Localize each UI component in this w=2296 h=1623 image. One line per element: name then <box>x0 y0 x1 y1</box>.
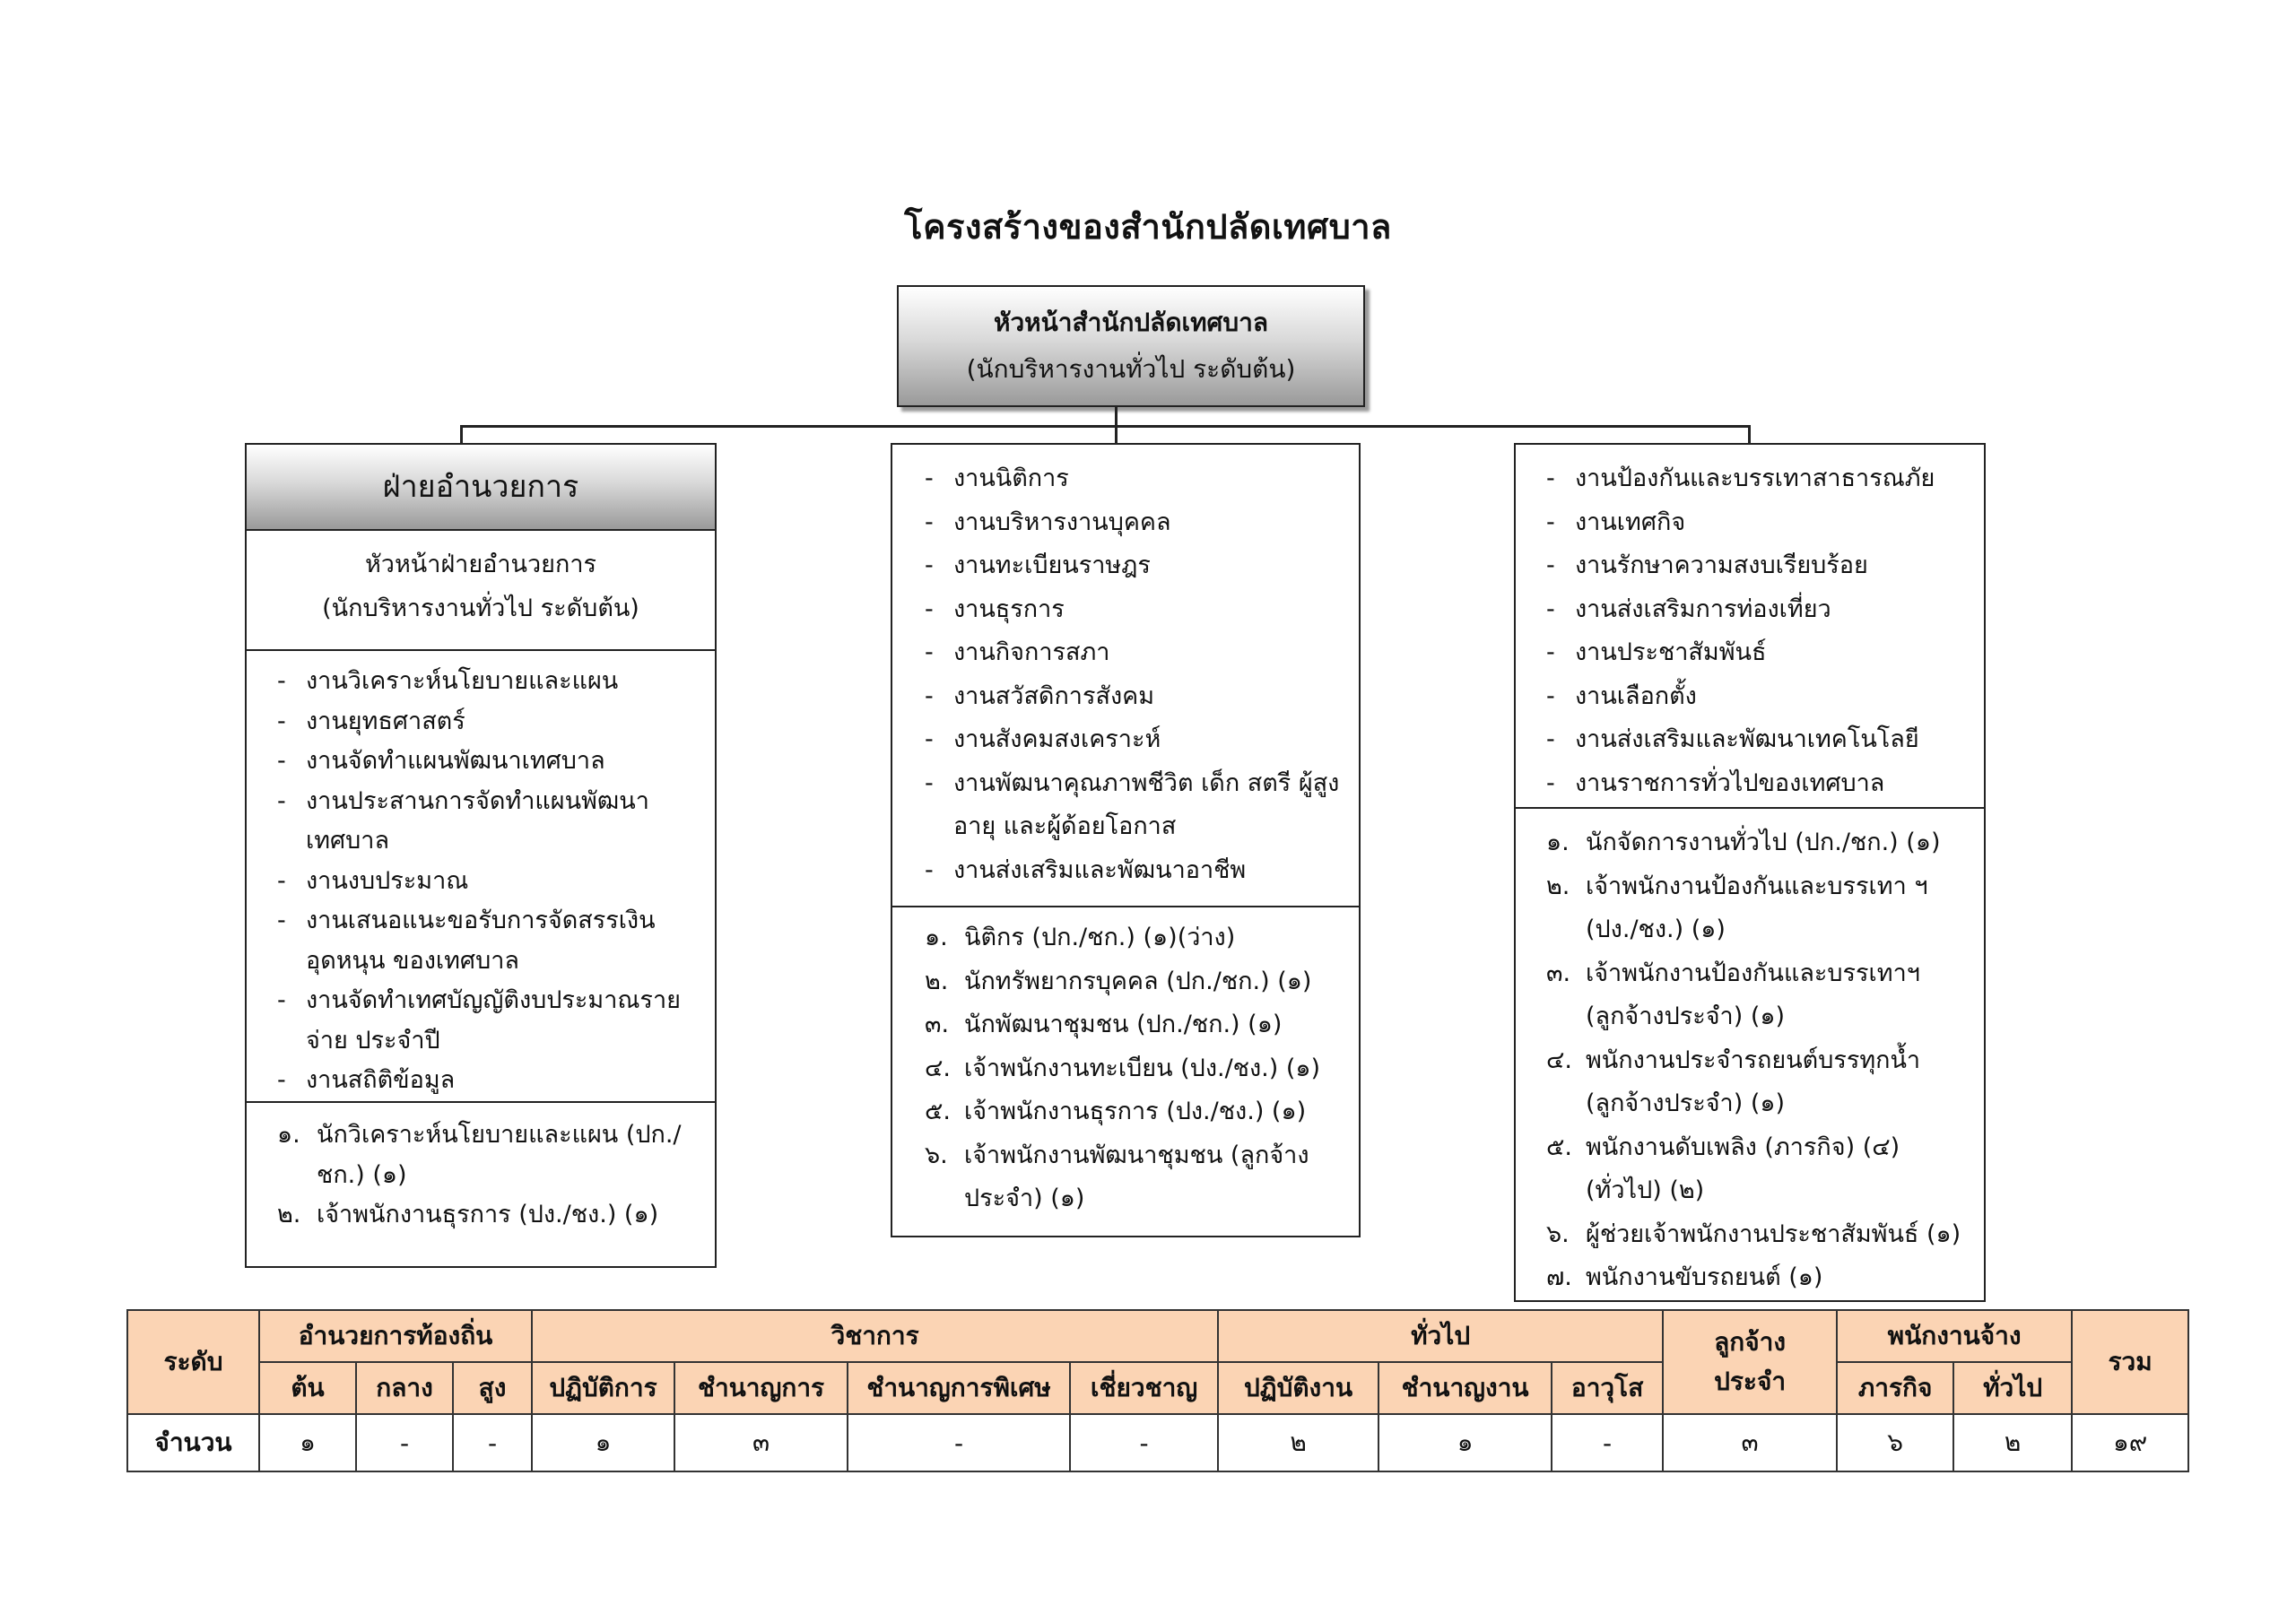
list-item <box>1546 1039 1971 1126</box>
table-cell: - <box>1552 1414 1663 1471</box>
sub-header-professional: ชำนาญการ <box>674 1362 848 1414</box>
sub-header-low: ต้น <box>259 1362 356 1414</box>
list-item: - งานจัดทำแผนพัฒนาเทศบาล <box>277 742 699 782</box>
item-text: เจ้าพนักงานทะเบียน (ปง./ชง.) (๑) <box>964 1054 1321 1082</box>
table-cell: ๓ <box>1663 1414 1837 1471</box>
table-cell: ๑ <box>532 1414 674 1471</box>
general-header: ทั่วไป <box>1218 1310 1663 1362</box>
list-item: - งานงบประมาณ <box>277 862 699 902</box>
list-item: - งานประชาสัมพันธ์ <box>1546 631 1971 675</box>
list-item: - งานบริหารงานบุคคล <box>925 501 1343 545</box>
item-text: เจ้าพนักงานป้องกันและบรรเทาฯ (ลูกจ้างประจำ) (๑) <box>1586 959 1920 1030</box>
list-item: - งานธุรการ <box>925 588 1343 632</box>
page-title: โครงสร้างของสำนักปลัดเทศบาล <box>904 207 1392 247</box>
sub-header-expert: เชี่ยวชาญ <box>1070 1362 1218 1414</box>
item-number: ๓. <box>1546 959 1571 987</box>
item-text: เจ้าพนักงานป้องกันและบรรเทา ฯ (ปง./ชง.) (๑) <box>1586 872 1928 943</box>
item-number: ๒. <box>277 1201 301 1228</box>
middle-column <box>891 443 1361 1237</box>
table-cell: ๓ <box>674 1414 848 1471</box>
sub-header-senior-professional: ชำนาญการพิเศษ <box>848 1362 1070 1414</box>
table-cell: ๑ <box>259 1414 356 1471</box>
table-cell: - <box>1070 1414 1218 1471</box>
list-item: - งานสังคมสงเคราะห์ <box>925 718 1343 762</box>
head-subtitle: (นักบริหารงานทั่วไป ระดับต้น) <box>966 354 1296 384</box>
list-item <box>925 1003 1343 1047</box>
list-item: - งานทะเบียนราษฎร <box>925 544 1343 588</box>
middle-task-list <box>892 445 1359 907</box>
sub-header-mission: ภารกิจ <box>1837 1362 1953 1414</box>
table-cell: ๑ <box>1378 1414 1552 1471</box>
item-text: นักทรัพยากรบุคคล (ปก./ชก.) (๑) <box>964 967 1312 995</box>
item-text: นิติกร (ปก./ชก.) (๑)(ว่าง) <box>964 924 1236 951</box>
item-text: เจ้าพนักงานพัฒนาชุมชน (ลูกจ้างประจำ) (๑) <box>964 1141 1309 1212</box>
connector-right <box>1748 425 1751 445</box>
list-item: - งานส่งเสริมการท่องเที่ยว <box>1546 588 1971 632</box>
level-header: ระดับ <box>127 1310 259 1414</box>
list-item: - งานป้องกันและบรรเทาสาธารณภัย <box>1546 457 1971 501</box>
item-text: นักวิเคราะห์นโยบายและแผน (ปก./ชก.) (๑) <box>317 1121 682 1189</box>
item-number: ๔. <box>925 1054 952 1082</box>
list-item: - งานรักษาความสงบเรียบร้อย <box>1546 544 1971 588</box>
list-item: - งานส่งเสริมและพัฒนาอาชีพ <box>925 849 1343 893</box>
sub-header-operational: ปฏิบัติการ <box>532 1362 674 1414</box>
list-item: - งานยุทธศาสตร์ <box>277 702 699 742</box>
sub-header-experienced: ชำนาญงาน <box>1378 1362 1552 1414</box>
connector-horizontal <box>460 425 1750 428</box>
left-column <box>245 443 717 1268</box>
list-item <box>1546 952 1971 1039</box>
item-text: เจ้าพนักงานธุรการ (ปง./ชง.) (๑) <box>317 1201 659 1228</box>
item-number: ๔. <box>1546 1046 1573 1074</box>
table-cell: - <box>453 1414 532 1471</box>
list-item <box>925 1090 1343 1134</box>
left-position-list <box>247 1103 715 1236</box>
academic-header: วิชาการ <box>532 1310 1218 1362</box>
head-title: หัวหน้าสำนักปลัดเทศบาล <box>994 308 1268 337</box>
item-text: นักจัดการงานทั่วไป (ปก./ชก.) (๑) <box>1586 829 1941 856</box>
item-number: ๕. <box>925 1098 952 1125</box>
sub-header-mid: กลาง <box>356 1362 453 1414</box>
left-header <box>247 445 715 531</box>
list-item: - งานประสานการจัดทำแผนพัฒนาเทศบาล <box>277 782 699 862</box>
contract-header: พนักงานจ้าง <box>1837 1310 2072 1362</box>
item-number: ๖. <box>1546 1219 1570 1248</box>
list-item: - งานเลือกตั้ง <box>1546 675 1971 719</box>
table-cell: ๒ <box>1218 1414 1378 1471</box>
summary-table <box>126 1309 2189 1472</box>
list-item <box>1546 1256 1971 1300</box>
right-column <box>1514 443 1986 1302</box>
list-item <box>1546 865 1971 952</box>
item-text: พนักงานขับรถยนต์ (๑) <box>1586 1263 1823 1291</box>
item-number: ๗. <box>1546 1263 1572 1291</box>
sub-header-senior: อาวุโส <box>1552 1362 1663 1414</box>
local-admin-header: อำนวยการท้องถิ่น <box>259 1310 532 1362</box>
list-item: - งานกิจการสภา <box>925 631 1343 675</box>
left-chief-title: หัวหน้าฝ่ายอำนวยการ <box>364 551 596 578</box>
item-number: ๖. <box>925 1141 948 1169</box>
count-label: จำนวน <box>127 1414 259 1471</box>
list-item: - งานราชการทั่วไปของเทศบาล <box>1546 762 1971 806</box>
item-text: เจ้าพนักงานธุรการ (ปง./ชง.) (๑) <box>964 1098 1307 1125</box>
table-cell: - <box>356 1414 453 1471</box>
list-item: - งานสวัสดิการสังคม <box>925 675 1343 719</box>
list-item: - งานสถิติข้อมูล <box>277 1061 699 1101</box>
list-item <box>925 1047 1343 1091</box>
left-task-list <box>247 651 715 1103</box>
item-number: ๑. <box>277 1121 300 1149</box>
item-text: พนักงานดับเพลิง (ภารกิจ) (๔) (ทั่วไป) (๒) <box>1586 1133 1900 1204</box>
list-item: - งานพัฒนาคุณภาพชีวิต เด็ก สตรี ผู้สูงอายุ และผู้ด้อยโอกาส <box>925 762 1343 849</box>
table-cell: ๒ <box>1953 1414 2072 1471</box>
sub-header-high: สูง <box>453 1362 532 1414</box>
table-cell: ๑๙ <box>2072 1414 2188 1471</box>
list-item: - งานเทศกิจ <box>1546 501 1971 545</box>
list-item: - งานนิติการ <box>925 457 1343 501</box>
list-item <box>277 1115 695 1195</box>
connector-left <box>460 425 463 445</box>
list-item: - งานส่งเสริมและพัฒนาเทคโนโลยี <box>1546 718 1971 762</box>
sub-header-general-staff: ทั่วไป <box>1953 1362 2072 1414</box>
left-chief-subtitle: (นักบริหารงานทั่วไป ระดับต้น) <box>322 594 639 622</box>
item-number: ๒. <box>1546 872 1570 900</box>
list-item <box>925 1134 1343 1221</box>
list-item <box>1546 1126 1971 1213</box>
list-item: - งานเสนอแนะขอรับการจัดสรรเงินอุดหนุน ของเทศบาล <box>277 901 699 981</box>
right-task-list <box>1516 445 1984 809</box>
item-number: ๒. <box>925 967 949 995</box>
right-position-list <box>1516 809 1984 1300</box>
left-chief <box>247 531 715 651</box>
sub-header-practitioner: ปฏิบัติงาน <box>1218 1362 1378 1414</box>
item-text: ผู้ช่วยเจ้าพนักงานประชาสัมพันธ์ (๑) <box>1586 1219 1961 1248</box>
list-item <box>925 960 1343 1004</box>
total-header: รวม <box>2072 1310 2188 1414</box>
middle-position-list <box>892 907 1359 1221</box>
permanent-header: ลูกจ้าง ประจำ <box>1663 1310 1837 1414</box>
list-item <box>1546 1213 1971 1257</box>
item-number: ๑. <box>1546 829 1570 856</box>
list-item: - งานจัดทำเทศบัญญัติงบประมาณรายจ่าย ประจำปี <box>277 981 699 1061</box>
item-text: พนักงานประจำรถยนต์บรรทุกน้ำ (ลูกจ้างประจำ) (๑) <box>1586 1046 1921 1117</box>
item-number: ๑. <box>925 924 948 951</box>
list-item <box>925 916 1343 960</box>
list-item: - งานวิเคราะห์นโยบายและแผน <box>277 662 699 702</box>
head-box <box>897 285 1365 407</box>
list-item <box>277 1195 695 1236</box>
left-header-label: ฝ่ายอำนวยการ <box>382 468 579 505</box>
table-cell: ๖ <box>1837 1414 1953 1471</box>
item-number: ๕. <box>1546 1133 1573 1161</box>
item-text: นักพัฒนาชุมชน (ปก./ชก.) (๑) <box>964 1011 1283 1038</box>
table-cell: - <box>848 1414 1070 1471</box>
item-number: ๓. <box>925 1011 950 1038</box>
list-item <box>1546 821 1971 865</box>
